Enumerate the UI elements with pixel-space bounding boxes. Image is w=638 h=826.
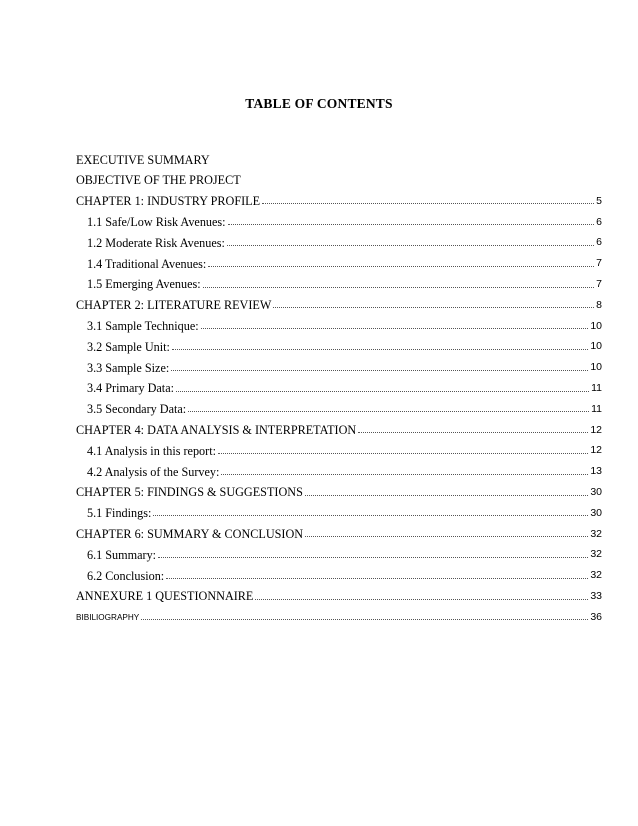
toc-entry[interactable] xyxy=(76,353,602,374)
toc-entry-label: 3.3 Sample Size: xyxy=(87,360,170,375)
toc-dot-leader xyxy=(228,223,595,225)
toc-page-number: 10 xyxy=(590,319,602,332)
toc-entry-label: 1.4 Traditional Avenues: xyxy=(87,256,207,271)
toc-page-number: 11 xyxy=(591,402,602,415)
toc-dot-leader xyxy=(171,369,588,371)
toc-dot-leader xyxy=(255,598,588,600)
toc-entry[interactable] xyxy=(76,145,602,166)
toc-entry-label: 4.1 Analysis in this report: xyxy=(87,443,216,458)
toc-entry[interactable] xyxy=(76,332,602,353)
toc-entry-label: CHAPTER 4: DATA ANALYSIS & INTERPRETATION xyxy=(76,422,357,437)
toc-page-number: 32 xyxy=(590,527,602,540)
toc-entry-label: CHAPTER 5: FINDINGS & SUGGESTIONS xyxy=(76,485,303,500)
toc-page-number: 32 xyxy=(590,548,602,561)
toc-page-number: 11 xyxy=(591,382,602,395)
toc-entry[interactable] xyxy=(76,228,602,249)
toc-entry-label: 1.2 Moderate Risk Avenues: xyxy=(87,235,225,250)
toc-page-number: 7 xyxy=(596,278,602,291)
toc-dot-leader xyxy=(166,577,588,579)
toc-entry-label: 1.1 Safe/Low Risk Avenues: xyxy=(87,214,226,229)
toc-dot-leader xyxy=(172,348,588,350)
toc-entry[interactable] xyxy=(76,561,602,582)
toc-dot-leader xyxy=(176,390,589,392)
toc-page-number: 12 xyxy=(590,444,602,457)
toc-page-number: 13 xyxy=(590,465,602,478)
toc-entry[interactable] xyxy=(76,395,602,416)
toc-entry[interactable] xyxy=(76,603,602,624)
toc-dot-leader xyxy=(208,265,594,267)
toc-dot-leader xyxy=(221,473,588,475)
toc-entry-label: 5.1 Findings: xyxy=(87,506,152,521)
toc-dot-leader xyxy=(141,618,588,620)
toc-entry-label: ANNEXURE 1 QUESTIONNAIRE xyxy=(76,589,254,604)
toc-page-number: 5 xyxy=(596,194,602,207)
toc-page-number: 36 xyxy=(590,610,602,623)
toc-entry-label: CHAPTER 2: LITERATURE REVIEW xyxy=(76,298,272,313)
toc-page-number: 33 xyxy=(590,590,602,603)
toc-dot-leader xyxy=(203,286,595,288)
toc-entry-label: 6.2 Conclusion: xyxy=(87,568,165,583)
toc-dot-leader xyxy=(188,410,589,412)
toc-page-number: 30 xyxy=(590,486,602,499)
toc-entry[interactable] xyxy=(76,457,602,478)
page-title: TABLE OF CONTENTS xyxy=(245,96,393,111)
toc-entry[interactable] xyxy=(76,249,602,270)
toc-entry-label: 1.5 Emerging Avenues: xyxy=(87,277,201,292)
toc-dot-leader xyxy=(358,431,588,433)
toc-page-number: 30 xyxy=(590,506,602,519)
toc-page-number: 10 xyxy=(590,340,602,353)
toc-entry[interactable] xyxy=(76,540,602,561)
toc-page-number: 8 xyxy=(596,298,602,311)
toc-entry-label: 3.5 Secondary Data: xyxy=(87,402,187,417)
toc-entry-label: OBJECTIVE OF THE PROJECT xyxy=(76,173,241,188)
toc-dot-leader xyxy=(305,494,588,496)
toc-page-number: 7 xyxy=(596,257,602,270)
toc-entry[interactable] xyxy=(76,207,602,228)
toc-entry-label: 4.2 Analysis of the Survey: xyxy=(87,464,220,479)
toc-entry[interactable] xyxy=(76,519,602,540)
toc-page-number: 10 xyxy=(590,361,602,374)
toc-entry-label: 6.1 Summary: xyxy=(87,547,157,562)
toc-entry[interactable] xyxy=(76,478,602,499)
toc-list xyxy=(76,145,602,623)
toc-page-number: 32 xyxy=(590,569,602,582)
toc-entry[interactable] xyxy=(76,291,602,312)
toc-entry[interactable] xyxy=(76,166,602,187)
toc-entry[interactable] xyxy=(76,436,602,457)
toc-entry[interactable] xyxy=(76,270,602,291)
toc-dot-leader xyxy=(158,556,588,558)
toc-entry[interactable] xyxy=(76,499,602,520)
toc-dot-leader xyxy=(201,327,589,329)
toc-dot-leader xyxy=(273,306,594,308)
toc-dot-leader xyxy=(153,514,588,516)
toc-entry-label: BIBILIOGRAPHY xyxy=(76,613,140,623)
toc-entry[interactable] xyxy=(76,415,602,436)
toc-page-number: 6 xyxy=(596,236,602,249)
toc-entry[interactable] xyxy=(76,187,602,208)
toc-page-number: 12 xyxy=(590,423,602,436)
toc-entry-label: CHAPTER 6: SUMMARY & CONCLUSION xyxy=(76,526,304,541)
toc-entry-label: 3.2 Sample Unit: xyxy=(87,339,170,354)
toc-entry[interactable] xyxy=(76,311,602,332)
toc-entry-label: 3.1 Sample Technique: xyxy=(87,318,199,333)
toc-dot-leader xyxy=(305,535,588,537)
toc-entry-label: CHAPTER 1: INDUSTRY PROFILE xyxy=(76,194,261,209)
toc-entry-label: 3.4 Primary Data: xyxy=(87,381,174,396)
toc-entry[interactable] xyxy=(76,374,602,395)
toc-entry-label: EXECUTIVE SUMMARY xyxy=(76,152,210,167)
toc-dot-leader xyxy=(227,244,594,246)
toc-dot-leader xyxy=(262,202,594,204)
toc-page-number: 6 xyxy=(596,215,602,228)
toc-dot-leader xyxy=(218,452,588,454)
toc-entry[interactable] xyxy=(76,582,602,603)
